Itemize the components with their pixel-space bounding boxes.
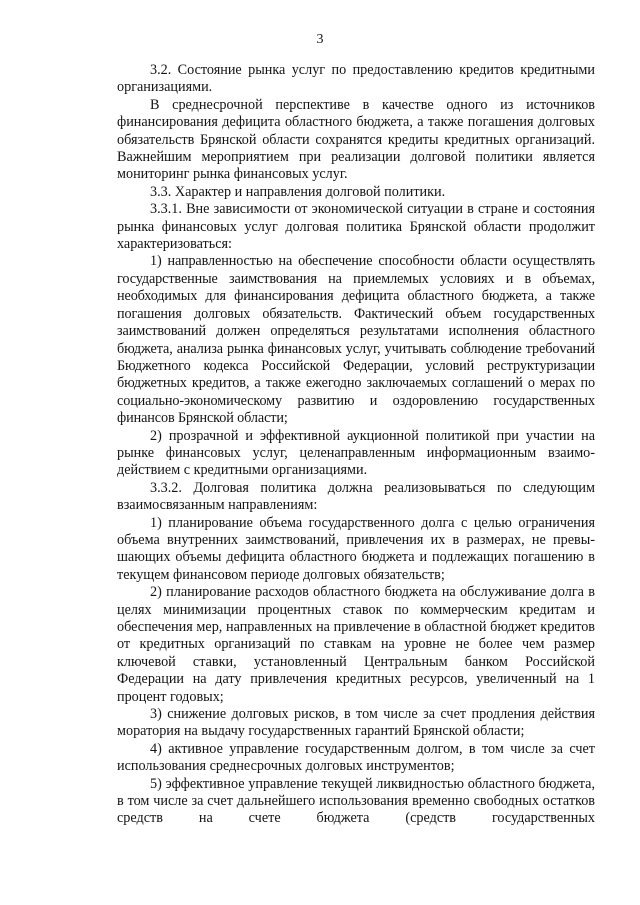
section-heading-3-3: 3.3. Характер и направления долговой политики.: [150, 183, 446, 200]
paragraph-3-3-1: 3.3.1. Вне зависимости от экономической ситуации в стране и состояния рынка финансовых услуг долговая политика Брянской области продолжит характеризоваться:: [117, 201, 595, 253]
paragraph-3-3-2: 3.3.2. Долговая политика должна реализовываться по следующим взаимосвязанным направлениям:: [117, 479, 595, 514]
list-item-3-3-1-1: 1) направленностью на обеспечение способности области осуществлять государственные заимствования на приемлемых условиях и в объемах, необходимых для финансирования дефицита областного бюджета, а также погашения долговых обязательств. Фактический объем государственных заимствований должен определяться результатами исполнения областного бюджета, анализа рынка финансовых услуг, учитывать соблюдение требоvаний Бюджетного кодекса Российской Федерации, условий реструктуризации бюджетных кредитов, а также ежегодно заключаемых соглашений о мерах по социально-экономическому развитию и оздоровлению государственных финансов Брянской области;: [117, 253, 595, 427]
list-item-3-3-2-1: 1) планирование объема государственного долга с целью ограничения объема внутренних заимствований, привлечения их в размерах, не превышающих объемы дефицита областного бюджета и подлежащих погашению в текущем финансовом периоде долговых обязательств;: [117, 514, 595, 583]
list-item-3-3-2-5: 5) эффективное управление текущей ликвидностью областного бюджета, в том числе за счет дальнейшего использования временно свободных остатков средств на счете бюджета (средств государственных: [117, 775, 595, 827]
list-item-3-3-2-4: 4) активное управление государственным долгом, в том числе за счет использования среднесрочных долговых инструментов;: [117, 740, 595, 775]
section-heading-3-2: 3.2. Состояние рынка услуг по предоставлению кредитов кредитными организациями.: [117, 62, 595, 96]
list-item-3-3-2-3: 3) снижение долговых рисков, в том числе за счет продления действия моратория на выдачу государственных гарантий Брянской области;: [117, 706, 595, 740]
list-item-3-3-2-2: 2) планирование расходов областного бюджета на обслуживание долга в целях минимизации процентных ставок по коммерческим кредитам и обеспечения мер, направленных на привлечение в областной бюджет кредитов от кредитных организаций по ставкам на уровне не более чем размер ключевой ставки, установленный Центральным банком Российской Федерации на дату привлечения кредитных ресурсов, увеличенный на 1 процент годовых;: [117, 584, 595, 705]
page-number: 3: [316, 32, 324, 47]
paragraph-market-outlook: В среднесрочной перспективе в качестве одного из источников финансирования дефицита областного бюджета, а также погашения долговых обязательств Брянской области сохранятся кредиты кредитных организаций. Важнейшим мероприятием при реализации долговой политики является мониторинг рынка финансовых услуг.: [117, 96, 595, 183]
list-item-3-3-1-2: 2) прозрачной и эффективной аукционной политикой при участии на рынке финансовых услуг, целенаправленным информационным взаимодействием с кредитными организациями.: [117, 427, 595, 479]
document-body: [117, 62, 595, 828]
